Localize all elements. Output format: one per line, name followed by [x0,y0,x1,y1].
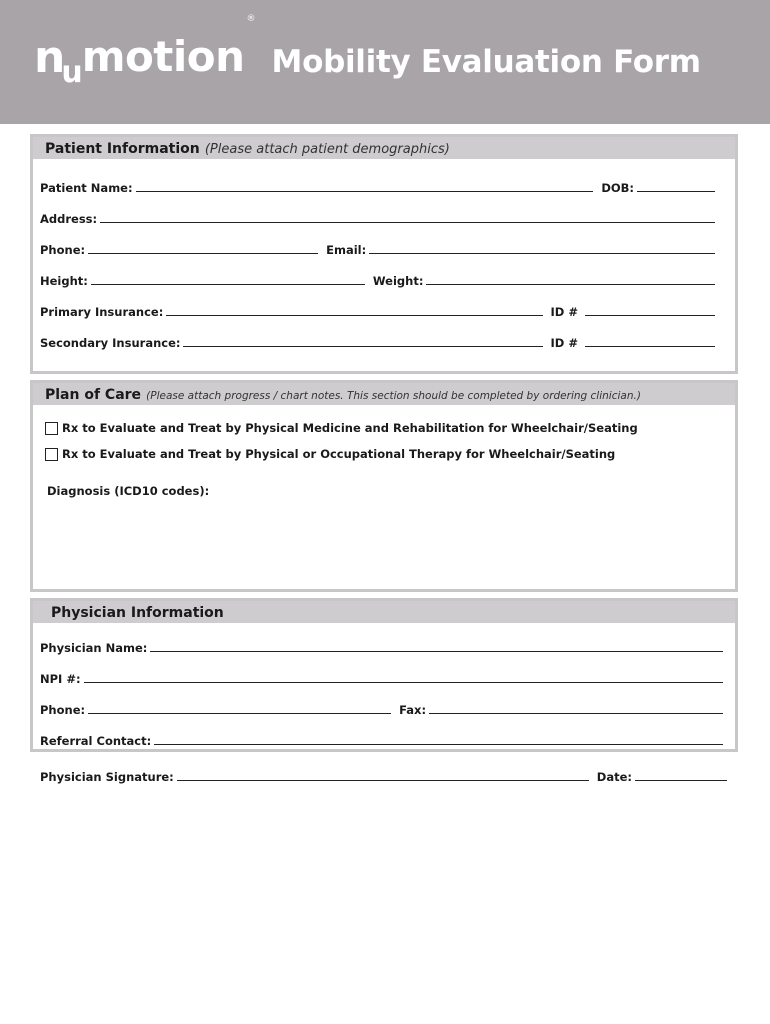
rx-pmr-checkbox[interactable] [45,422,58,435]
primary-id-label: ID # [550,305,578,319]
logo-n: n [34,32,65,83]
address-label: Address: [40,212,98,226]
physician-name-label: Physician Name: [40,641,148,655]
dob-label: DOB: [601,181,634,195]
signature-row [40,768,727,784]
rx-therapy-checkbox[interactable] [45,448,58,461]
referral-contact-label: Referral Contact: [40,734,152,748]
section-note: (Please attach patient demographics) [204,142,450,157]
height-label: Height: [40,274,88,288]
npi-label: NPI #: [40,672,81,686]
section-title: Physician Information [51,605,224,621]
date-field[interactable] [635,780,727,781]
primary-insurance-field[interactable] [166,315,542,316]
signature-field[interactable] [177,780,589,781]
dob-field[interactable] [637,191,715,192]
primary-insurance-row [40,303,715,319]
brand [34,14,701,92]
patient-name-label: Patient Name: [40,181,133,195]
diagnosis-area[interactable] [47,503,721,581]
physician-phone-field[interactable] [88,713,391,714]
secondary-id-field[interactable] [585,346,715,347]
weight-label: Weight: [372,274,424,288]
physician-name-row [40,639,723,655]
plan-of-care-section [30,380,738,592]
height-weight-row [40,272,715,288]
section-title: Plan of Care [45,387,142,403]
section-header [33,383,735,405]
primary-id-field[interactable] [585,315,715,316]
secondary-insurance-row [40,334,715,350]
primary-insurance-label: Primary Insurance: [40,305,164,319]
form-title: Mobility Evaluation Form [271,44,701,80]
phone-label: Phone: [40,243,86,257]
section-header [33,137,735,159]
header-banner [0,0,770,124]
diagnosis-label: Diagnosis (ICD10 codes): [47,484,210,498]
secondary-id-label: ID # [550,336,578,350]
weight-field[interactable] [426,284,715,285]
registered-mark: ® [246,14,256,24]
physician-information-section [30,598,738,752]
logo-motion: motion [81,32,245,81]
npi-row [40,670,723,686]
section-note: (Please attach progress / chart notes. This section should be completed by ordering clinician.) [146,390,641,402]
section-header [33,601,735,623]
address-row [40,210,715,226]
patient-name-row [40,179,715,195]
physician-phone-fax-row [40,701,723,717]
phone-email-row [40,241,715,257]
signature-label: Physician Signature: [40,770,174,784]
rx-pmr-option[interactable] [45,421,638,435]
patient-name-field[interactable] [136,191,594,192]
section-title: Patient Information [45,141,200,157]
email-field[interactable] [369,253,715,254]
logo-u: u [61,55,83,90]
referral-contact-row [40,732,723,748]
height-field[interactable] [91,284,365,285]
rx-therapy-label: Rx to Evaluate and Treat by Physical or Occupational Therapy for Wheelchair/Seating [62,447,616,461]
numotion-logo [34,14,256,90]
patient-information-section [30,134,738,374]
date-label: Date: [596,770,632,784]
physician-phone-label: Phone: [40,703,86,717]
email-label: Email: [326,243,367,257]
rx-pmr-label: Rx to Evaluate and Treat by Physical Medicine and Rehabilitation for Wheelchair/Seating [62,421,638,435]
secondary-insurance-label: Secondary Insurance: [40,336,181,350]
fax-field[interactable] [429,713,723,714]
phone-field[interactable] [88,253,318,254]
referral-contact-field[interactable] [154,744,723,745]
physician-name-field[interactable] [150,651,723,652]
secondary-insurance-field[interactable] [183,346,542,347]
address-field[interactable] [100,222,715,223]
fax-label: Fax: [399,703,427,717]
npi-field[interactable] [84,682,723,683]
rx-therapy-option[interactable] [45,447,615,461]
